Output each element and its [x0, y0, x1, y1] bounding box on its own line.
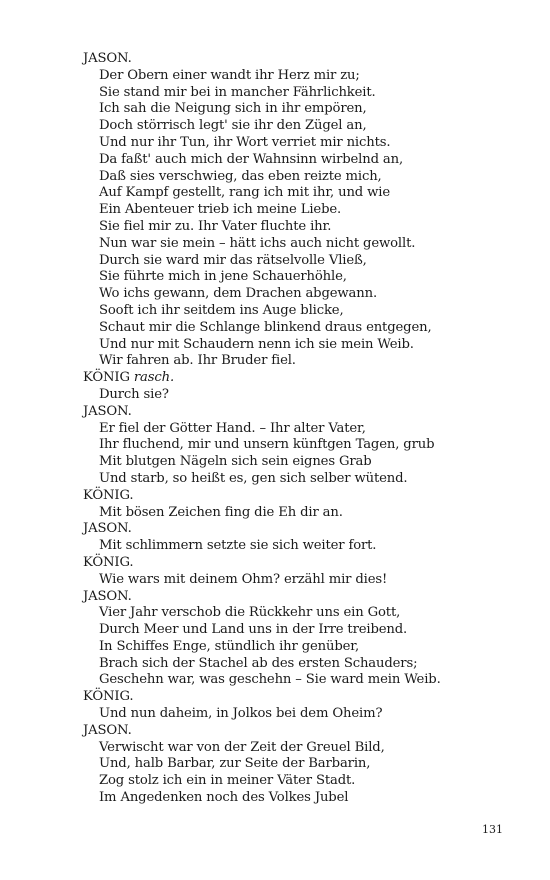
verse-line: Doch störrisch legt' sie ihr den Zügel an, [99, 118, 367, 134]
verse-line: Und, halb Barbar, zur Seite der Barbarin, [99, 756, 371, 772]
speaker-label: JASON. [83, 403, 132, 419]
speaker-name [83, 689, 523, 706]
speaker-label: JASON. [83, 51, 132, 66]
speaker-name [83, 589, 523, 606]
speaker-name [83, 51, 523, 68]
speaker-name [83, 488, 523, 505]
speaker-label: KÖNIG. [83, 487, 134, 503]
verse-line: Daß sies verschwieg, das eben reizte mich, [99, 168, 382, 184]
verse-line: Durch Meer und Land uns in der Irre treibend. [99, 622, 408, 638]
verse-line: Und starb, so heißt es, gen sich selber wütend. [99, 470, 408, 486]
speaker-name [83, 555, 523, 572]
verse-line: Schaut mir die Schlange blinkend draus entgegen, [99, 319, 432, 335]
play-text [83, 51, 523, 807]
speaker-name [83, 370, 523, 387]
verse-line: Sooft ich ihr seitdem ins Auge blicke, [99, 302, 344, 318]
page-number: 131 [482, 823, 503, 836]
verse-line: Auf Kampf gestellt, rang ich mit ihr, und wie [99, 185, 390, 201]
verse-line: Da faßt' auch mich der Wahnsinn wirbelnd an, [99, 151, 404, 167]
verse-line: Mit schlimmern setzte sie sich weiter fort. [99, 538, 377, 554]
verse-line: Und nun daheim, in Jolkos bei dem Oheim? [99, 706, 383, 722]
verse-line: Mit bösen Zeichen fing die Eh dir an. [99, 504, 343, 520]
verse-line: Mit blutgen Nägeln sich sein eignes Grab [99, 454, 372, 470]
speaker-name [83, 404, 523, 421]
speaker-name [83, 723, 523, 740]
verse-line: Und nur mit Schaudern nenn ich sie mein Weib. [99, 336, 414, 352]
speaker-label: KÖNIG [83, 370, 130, 386]
verse-line: Durch sie ward mir das rätselvolle Vließ, [99, 252, 367, 268]
verse-line: Durch sie? [99, 386, 169, 402]
speaker-name [83, 521, 523, 538]
speaker-label: JASON. [83, 588, 132, 604]
speaker-label: JASON. [83, 521, 132, 537]
verse-line: Der Obern einer wandt ihr Herz mir zu; [99, 67, 360, 83]
verse-line: Sie stand mir bei in mancher Fährlichkeit. [99, 84, 376, 100]
verse-line: Geschehn war, was geschehn – Sie ward mein Weib. [99, 672, 441, 688]
verse-line: Ich sah die Neigung sich in ihr empören, [99, 101, 367, 117]
verse-line: Ein Abenteuer trieb ich meine Liebe. [99, 202, 342, 218]
verse-line: Ihr fluchend, mir und unsern künftgen Tagen, grub [99, 437, 435, 453]
verse-line: Brach sich der Stachel ab des ersten Schauders; [99, 655, 418, 671]
verse-line: Sie fiel mir zu. Ihr Vater fluchte ihr. [99, 218, 332, 234]
verse-line: Wo ichs gewann, dem Drachen abgewann. [99, 286, 377, 302]
verse-line: Im Angedenken noch des Volkes Jubel [99, 790, 349, 806]
speaker-label: JASON. [83, 722, 132, 738]
verse-line: Sie führte mich in jene Schauerhöhle, [99, 269, 347, 285]
verse-line: Wie wars mit deinem Ohm? erzähl mir dies! [99, 571, 388, 587]
verse-line: Nun war sie mein – hätt ichs auch nicht gewollt. [99, 235, 416, 251]
verse-line: Wir fahren ab. Ihr Bruder fiel. [99, 353, 296, 369]
stage-direction: rasch. [133, 370, 174, 386]
speaker-label: KÖNIG. [83, 554, 134, 570]
speaker-label: KÖNIG. [83, 689, 134, 705]
verse-line: In Schiffes Enge, stündlich ihr genüber, [99, 638, 360, 654]
verse-line: Er fiel der Götter Hand. – Ihr alter Vater, [99, 420, 366, 436]
verse-line: Und nur ihr Tun, ihr Wort verriet mir nichts. [99, 134, 391, 150]
verse-line: Vier Jahr verschob die Rückkehr uns ein Gott, [99, 605, 401, 621]
verse-line: Zog stolz ich ein in meiner Väter Stadt. [99, 773, 356, 789]
verse-line: Verwischt war von der Zeit der Greuel Bild, [99, 739, 385, 755]
